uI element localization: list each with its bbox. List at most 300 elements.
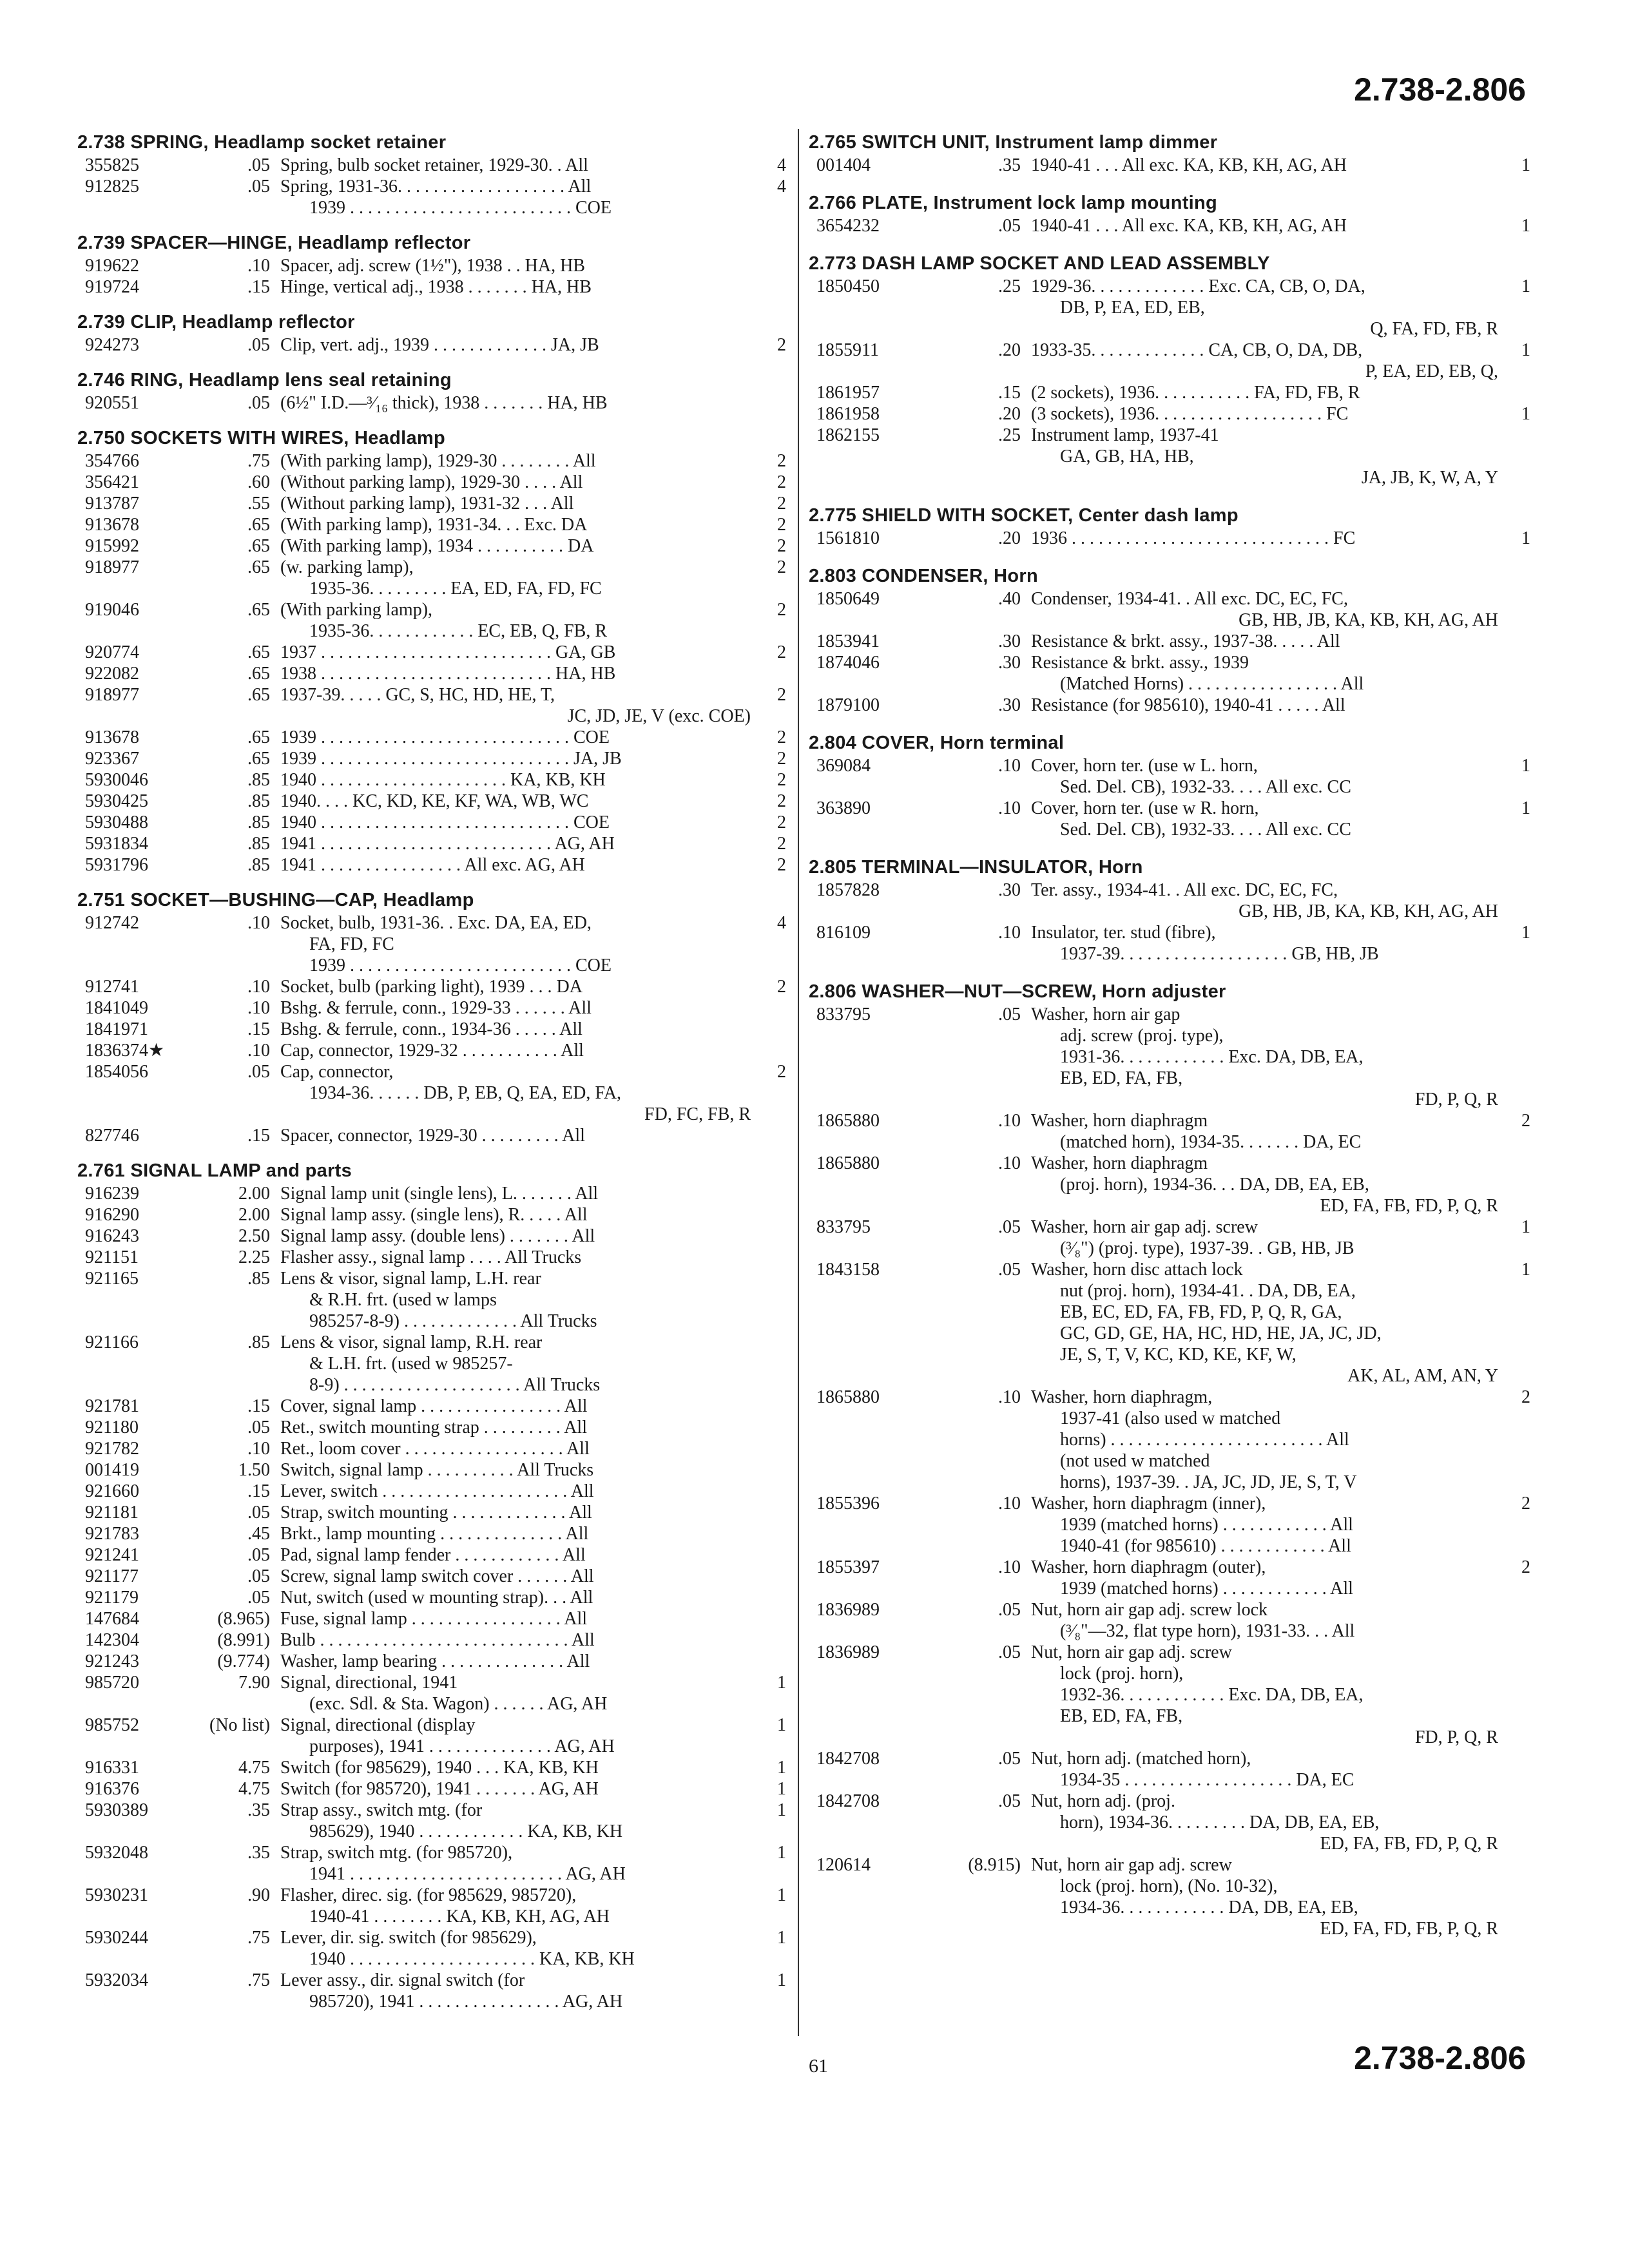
- list-price: .10: [247, 256, 270, 276]
- part-number: 912741: [85, 977, 139, 997]
- description-line: Lever assy., dir. signal switch (for: [280, 1970, 525, 1990]
- description-line: Ter. assy., 1934-41. . All exc. DC, EC, FC,: [1031, 880, 1338, 900]
- description-line: Signal, directional (display: [280, 1715, 476, 1735]
- description-line: 1939 (matched horns) . . . . . . . . . . . . All: [1060, 1515, 1353, 1535]
- part-description: [1031, 1791, 1498, 1854]
- part-description: [280, 1438, 751, 1459]
- parts-row: [77, 1544, 786, 1566]
- parts-row: [809, 1599, 1530, 1642]
- parts-row: [809, 1004, 1530, 1110]
- description-line: (With parking lamp), 1931-34. . . Exc. DA: [280, 515, 588, 535]
- parts-row: [809, 588, 1530, 631]
- part-number: 922082: [85, 664, 139, 684]
- description-line: (2 sockets), 1936. . . . . . . . . . . FA, FD, FB, R: [1031, 383, 1360, 403]
- quantity: 2: [777, 536, 786, 556]
- parts-row: [77, 727, 786, 748]
- parts-row: [77, 557, 786, 599]
- description-line: 1934-35 . . . . . . . . . . . . . . . . . . . DA, EC: [1060, 1770, 1354, 1790]
- description-line: Clip, vert. adj., 1939 . . . . . . . . . . . . . JA, JB: [280, 335, 599, 355]
- parts-row: [77, 334, 786, 356]
- description-line: Nut, switch (used w mounting strap). . . All: [280, 1588, 593, 1608]
- parts-row: [77, 1800, 786, 1842]
- part-description: [1031, 588, 1498, 631]
- part-number: 142304: [85, 1630, 139, 1650]
- part-number: 001404: [816, 155, 871, 175]
- description-line: 1940-41 . . . All exc. KA, KB, KH, AG, AH: [1031, 216, 1347, 236]
- part-description: [280, 1183, 751, 1204]
- description-line: Cover, horn ter. (use w R. horn,: [1031, 798, 1259, 818]
- quantity: 1: [1521, 155, 1530, 175]
- part-description: [280, 1715, 751, 1757]
- parts-row: [809, 215, 1530, 236]
- description-line: Socket, bulb (parking light), 1939 . . . DA: [280, 977, 583, 997]
- section-title: 2.806 WASHER—NUT—SCREW, Horn adjuster: [809, 981, 1226, 1002]
- list-price: .05: [998, 1749, 1021, 1769]
- quantity: 1: [1521, 756, 1530, 776]
- parts-row: [77, 535, 786, 557]
- quantity: 2: [777, 1062, 786, 1082]
- part-number: 913678: [85, 515, 139, 535]
- description-line: DB, P, EA, ED, EB,: [1060, 298, 1205, 318]
- part-description: [280, 1778, 751, 1800]
- part-number: 985752: [85, 1715, 139, 1735]
- description-line: 1937-39. . . . . . . . . . . . . . . . . . . GB, HB, JB: [1060, 944, 1379, 964]
- part-number: 916331: [85, 1758, 139, 1778]
- description-line: Screw, signal lamp switch cover . . . . . . All: [280, 1566, 594, 1586]
- list-price: .05: [247, 177, 270, 197]
- part-description: [280, 791, 751, 812]
- description-line: Condenser, 1934-41. . All exc. DC, EC, FC,: [1031, 589, 1348, 609]
- part-number: 1842708: [816, 1791, 880, 1811]
- list-price: .75: [247, 1928, 270, 1948]
- list-price: (8.991): [217, 1630, 270, 1650]
- description-line: Washer, lamp bearing . . . . . . . . . . . . . . All: [280, 1651, 590, 1671]
- parts-row: [77, 1651, 786, 1672]
- description-line: 1939 . . . . . . . . . . . . . . . . . . . . . . . . . COE: [309, 198, 612, 218]
- quantity: 2: [777, 600, 786, 620]
- parts-row: [809, 922, 1530, 965]
- description-line: JC, JD, JE, V (exc. COE): [567, 706, 751, 726]
- part-number: 5932048: [85, 1843, 148, 1863]
- list-price: 4.75: [238, 1779, 270, 1799]
- list-price: .10: [998, 1387, 1021, 1407]
- parts-row: [77, 1417, 786, 1438]
- description-line: Lens & visor, signal lamp, L.H. rear: [280, 1269, 541, 1289]
- part-description: [280, 1842, 751, 1885]
- part-description: [280, 1523, 751, 1544]
- list-price: .05: [247, 155, 270, 175]
- description-line: Lens & visor, signal lamp, R.H. rear: [280, 1332, 543, 1352]
- description-line: Cap, connector, 1929-32 . . . . . . . . . . . All: [280, 1041, 584, 1061]
- list-price: .55: [247, 494, 270, 514]
- quantity: 1: [1521, 1217, 1530, 1237]
- part-description: [280, 1608, 751, 1629]
- quantity: 2: [777, 791, 786, 811]
- description-line: Lever, dir. sig. switch (for 985629),: [280, 1928, 537, 1948]
- description-line: 1934-36. . . . . . . . . . . . DA, DB, EA, EB,: [1060, 1898, 1358, 1917]
- part-description: [280, 1396, 751, 1417]
- part-description: [280, 1927, 751, 1970]
- description-line: Washer, horn disc attach lock: [1031, 1260, 1243, 1280]
- description-line: Socket, bulb, 1931-36. . Exc. DA, EA, ED,: [280, 913, 592, 933]
- parts-row: [809, 1153, 1530, 1216]
- parts-row: [77, 1438, 786, 1459]
- part-number: 1561810: [816, 528, 880, 548]
- part-description: [280, 1629, 751, 1651]
- quantity: 2: [777, 494, 786, 514]
- description-line: Flasher, direc. sig. (for 985629, 985720),: [280, 1885, 577, 1905]
- description-line: Cover, horn ter. (use w L. horn,: [1031, 756, 1258, 776]
- section-title: 2.738 SPRING, Headlamp socket retainer: [77, 132, 447, 153]
- part-number: 001419: [85, 1460, 139, 1480]
- description-line: (³⁄₈"—32, flat type horn), 1931-33. . . All: [1060, 1621, 1355, 1641]
- list-price: .25: [998, 276, 1021, 296]
- description-line: Washer, horn diaphragm (outer),: [1031, 1557, 1266, 1577]
- part-number: 920551: [85, 393, 139, 413]
- part-number: 916243: [85, 1226, 139, 1246]
- part-description: [280, 727, 751, 748]
- part-description: [280, 997, 751, 1019]
- list-price: .65: [247, 557, 270, 577]
- description-line: 1932-36. . . . . . . . . . . . Exc. DA, DB, EA,: [1060, 1685, 1364, 1705]
- part-description: [280, 472, 751, 493]
- quantity: 1: [1521, 340, 1530, 360]
- list-price: .65: [247, 536, 270, 556]
- part-number: 919724: [85, 277, 139, 297]
- page-number: 61: [809, 2055, 828, 2077]
- list-price: .15: [247, 1396, 270, 1416]
- list-price: .90: [247, 1885, 270, 1905]
- part-number: 916239: [85, 1184, 139, 1204]
- list-price: .75: [247, 451, 270, 471]
- list-price: .45: [247, 1524, 270, 1544]
- description-line: & R.H. frt. (used w lamps: [309, 1290, 497, 1310]
- part-number: 1854056: [85, 1062, 148, 1082]
- list-price: (9.774): [217, 1651, 270, 1671]
- part-description: [280, 1970, 751, 2012]
- list-price: .20: [998, 404, 1021, 424]
- part-number: 921165: [85, 1269, 139, 1289]
- part-description: [280, 557, 751, 599]
- description-line: Ret., loom cover . . . . . . . . . . . . . . . . . . All: [280, 1439, 590, 1459]
- part-description: [280, 1332, 751, 1396]
- parts-row: [809, 1216, 1530, 1259]
- list-price: (No list): [209, 1715, 271, 1735]
- section-title: 2.804 COVER, Horn terminal: [809, 733, 1065, 753]
- description-line: 1935-36. . . . . . . . . . . . EC, EB, Q, FB, R: [309, 621, 608, 641]
- list-price: .05: [247, 1503, 270, 1523]
- section-title: 2.739 CLIP, Headlamp reflector: [77, 312, 355, 332]
- list-price: .10: [998, 756, 1021, 776]
- list-price: 1.50: [238, 1460, 270, 1480]
- part-number: 921151: [85, 1247, 139, 1267]
- list-price: .25: [998, 425, 1021, 445]
- part-number: 833795: [816, 1004, 871, 1024]
- parts-row: [77, 1481, 786, 1502]
- parts-row: [77, 833, 786, 854]
- description-line: (exc. Sdl. & Sta. Wagon) . . . . . . AG, AH: [309, 1694, 608, 1714]
- description-line: ED, FA, FB, FD, P, Q, R: [1320, 1196, 1498, 1216]
- description-line: 1934-36. . . . . . DB, P, EB, Q, EA, ED, FA,: [309, 1083, 622, 1103]
- parts-row: [77, 1502, 786, 1523]
- part-number: 921180: [85, 1418, 139, 1437]
- description-line: Brkt., lamp mounting . . . . . . . . . . . . . . All: [280, 1524, 589, 1544]
- description-line: Strap assy., switch mtg. (for: [280, 1800, 483, 1820]
- list-price: .85: [247, 812, 270, 832]
- part-description: [280, 1204, 751, 1225]
- list-price: .05: [247, 1566, 270, 1586]
- parts-row: [809, 340, 1530, 382]
- part-description: [1031, 1387, 1498, 1493]
- quantity: 2: [1521, 1387, 1530, 1407]
- description-line: (With parking lamp),: [280, 600, 433, 620]
- part-description: [280, 1019, 751, 1040]
- list-price: .05: [998, 1791, 1021, 1811]
- quantity: 1: [777, 1928, 786, 1948]
- description-line: (Matched Horns) . . . . . . . . . . . . . . . . . All: [1060, 674, 1364, 694]
- parts-row: [77, 450, 786, 472]
- left-column: [77, 132, 786, 2012]
- part-number: 915992: [85, 536, 139, 556]
- part-description: [1031, 1004, 1498, 1110]
- part-description: [1031, 1599, 1498, 1642]
- list-price: .10: [998, 923, 1021, 943]
- parts-row: [77, 642, 786, 663]
- parts-row: [77, 493, 786, 514]
- list-price: .65: [247, 642, 270, 662]
- description-line: & L.H. frt. (used w 985257-: [309, 1354, 513, 1374]
- description-line: 1937 . . . . . . . . . . . . . . . . . . . . . . . . . . GA, GB: [280, 642, 616, 662]
- description-line: Signal, directional, 1941: [280, 1673, 458, 1693]
- part-number: 1874046: [816, 653, 880, 673]
- part-number: 5930046: [85, 770, 148, 790]
- parts-row: [77, 684, 786, 727]
- description-line: Resistance (for 985610), 1940-41 . . . . . All: [1031, 695, 1345, 715]
- part-description: [280, 1417, 751, 1438]
- description-line: 1935-36. . . . . . . . . EA, ED, FA, FD, FC: [309, 579, 602, 599]
- quantity: 4: [777, 913, 786, 933]
- part-description: [280, 1566, 751, 1587]
- part-number: 920774: [85, 642, 139, 662]
- description-line: FD, FC, FB, R: [644, 1104, 751, 1124]
- part-description: [280, 642, 751, 663]
- description-line: Flasher assy., signal lamp . . . . All Trucks: [280, 1247, 582, 1267]
- part-number: 921241: [85, 1545, 139, 1565]
- part-number: 369084: [816, 756, 871, 776]
- quantity: 1: [777, 1758, 786, 1778]
- part-number: 1842708: [816, 1749, 880, 1769]
- parts-row: [77, 1629, 786, 1651]
- part-description: [280, 1247, 751, 1268]
- parts-row: [77, 1019, 786, 1040]
- quantity: 1: [777, 1800, 786, 1820]
- part-number: 921782: [85, 1439, 139, 1459]
- description-line: 1937-41 (also used w matched: [1060, 1408, 1281, 1428]
- list-price: .40: [998, 589, 1021, 609]
- parts-row: [809, 755, 1530, 798]
- page-range-footer: 2.738-2.806: [1354, 2040, 1526, 2076]
- list-price: .05: [998, 1260, 1021, 1280]
- list-price: 2.00: [238, 1184, 270, 1204]
- parts-row: [77, 1672, 786, 1715]
- parts-row: [809, 1748, 1530, 1791]
- list-price: .85: [247, 855, 270, 875]
- part-number: 921166: [85, 1332, 139, 1352]
- part-number: 5930231: [85, 1885, 148, 1905]
- part-description: [1031, 215, 1498, 236]
- quantity: 2: [777, 451, 786, 471]
- description-line: 1940-41 . . . . . . . . KA, KB, KH, AG, AH: [309, 1907, 610, 1927]
- parts-row: [77, 791, 786, 812]
- right-column: [809, 132, 1530, 1939]
- part-number: 1865880: [816, 1387, 880, 1407]
- part-number: 1865880: [816, 1111, 880, 1131]
- parts-row: [77, 255, 786, 276]
- part-number: 833795: [816, 1217, 871, 1237]
- list-price: .10: [247, 1041, 270, 1061]
- part-number: 921781: [85, 1396, 139, 1416]
- description-line: Switch (for 985629), 1940 . . . KA, KB, KH: [280, 1758, 599, 1778]
- part-description: [280, 276, 751, 298]
- parts-row: [77, 1970, 786, 2012]
- part-number: 1861957: [816, 383, 880, 403]
- list-price: .05: [247, 1062, 270, 1082]
- page-range-header: 2.738-2.806: [1354, 72, 1526, 108]
- description-line: 1929-36. . . . . . . . . . . . . Exc. CA, CB, O, DA,: [1031, 276, 1365, 296]
- part-description: [280, 663, 751, 684]
- description-line: Hinge, vertical adj., 1938 . . . . . . . HA, HB: [280, 277, 592, 297]
- parts-row: [77, 812, 786, 833]
- section-title: 2.803 CONDENSER, Horn: [809, 566, 1038, 586]
- description-line: (³⁄₈") (proj. type), 1937-39. . GB, HB, JB: [1060, 1238, 1354, 1258]
- list-price: .20: [998, 528, 1021, 548]
- list-price: .05: [247, 335, 270, 355]
- parts-row: [77, 514, 786, 535]
- description-line: 1940 . . . . . . . . . . . . . . . . . . . . . KA, KB, KH: [309, 1949, 635, 1969]
- part-number: 120614: [816, 1855, 871, 1875]
- parts-row: [77, 1566, 786, 1587]
- column-divider: [798, 129, 799, 2036]
- description-line: 1940 . . . . . . . . . . . . . . . . . . . . . . . . . . . . COE: [280, 812, 610, 832]
- part-description: [280, 854, 751, 876]
- list-price: .85: [247, 1269, 270, 1289]
- description-line: Spring, bulb socket retainer, 1929-30. . All: [280, 155, 588, 175]
- quantity: 1: [777, 1673, 786, 1693]
- description-line: adj. screw (proj. type),: [1060, 1026, 1224, 1046]
- part-description: [1031, 1748, 1498, 1791]
- description-line: horn), 1934-36. . . . . . . . . DA, DB, EA, EB,: [1060, 1812, 1380, 1832]
- part-number: 913787: [85, 494, 139, 514]
- part-description: [280, 1481, 751, 1502]
- part-description: [1031, 1642, 1498, 1748]
- description-line: JA, JB, K, W, A, Y: [1361, 468, 1498, 488]
- parts-row: [809, 1642, 1530, 1748]
- parts-row: [809, 1493, 1530, 1557]
- section-title: 2.805 TERMINAL—INSULATOR, Horn: [809, 857, 1143, 878]
- description-line: Switch, signal lamp . . . . . . . . . . All Trucks: [280, 1460, 594, 1480]
- description-line: 1931-36. . . . . . . . . . . . Exc. DA, DB, EA,: [1060, 1047, 1364, 1067]
- description-line: Switch (for 985720), 1941 . . . . . . . AG, AH: [280, 1779, 599, 1799]
- part-number: 1862155: [816, 425, 880, 445]
- description-line: Nut, horn air gap adj. screw lock: [1031, 1600, 1268, 1620]
- parts-row: [77, 1459, 786, 1481]
- parts-row: [77, 912, 786, 976]
- description-line: 8-9) . . . . . . . . . . . . . . . . . . . . All Trucks: [309, 1375, 601, 1395]
- description-line: 1936 . . . . . . . . . . . . . . . . . . . . . . . . . . . . . FC: [1031, 528, 1356, 548]
- description-line: 1940-41 . . . All exc. KA, KB, KH, AG, AH: [1031, 155, 1347, 175]
- description-line: ED, FA, FD, FB, P, Q, R: [1320, 1919, 1498, 1939]
- part-description: [1031, 528, 1498, 549]
- list-price: .05: [247, 1545, 270, 1565]
- list-price: (8.915): [968, 1855, 1021, 1875]
- description-line: (not used w matched: [1060, 1451, 1210, 1471]
- parts-row: [77, 472, 786, 493]
- part-description: [280, 1459, 751, 1481]
- part-description: [280, 334, 751, 356]
- list-price: .35: [247, 1843, 270, 1863]
- description-line: EB, ED, FA, FB,: [1060, 1706, 1183, 1726]
- description-line: Ret., switch mounting strap . . . . . . . . . All: [280, 1418, 587, 1437]
- description-line: GB, HB, JB, KA, KB, KH, AG, AH: [1239, 610, 1498, 630]
- description-line: Resistance & brkt. assy., 1937-38. . . . . All: [1031, 631, 1340, 651]
- list-price: .05: [998, 1642, 1021, 1662]
- parts-row: [77, 976, 786, 997]
- description-line: GC, GD, GE, HA, HC, HD, HE, JA, JC, JD,: [1060, 1323, 1382, 1343]
- parts-row: [77, 1715, 786, 1757]
- list-price: .35: [247, 1800, 270, 1820]
- list-price: .05: [247, 393, 270, 413]
- part-description: [280, 1757, 751, 1778]
- quantity: 2: [777, 472, 786, 492]
- description-line: 1941 . . . . . . . . . . . . . . . . . . . . . . . . AG, AH: [309, 1864, 626, 1884]
- part-description: [280, 493, 751, 514]
- parts-row: [77, 1225, 786, 1247]
- section-title: 2.761 SIGNAL LAMP and parts: [77, 1160, 352, 1181]
- list-price: .10: [998, 1111, 1021, 1131]
- part-number: 3654232: [816, 216, 880, 236]
- part-number: 1865880: [816, 1153, 880, 1173]
- list-price: .15: [247, 1481, 270, 1501]
- part-description: [280, 514, 751, 535]
- parts-row: [809, 1387, 1530, 1493]
- quantity: 2: [777, 749, 786, 769]
- description-line: 1939 . . . . . . . . . . . . . . . . . . . . . . . . . . . . JA, JB: [280, 749, 622, 769]
- parts-row: [77, 748, 786, 769]
- list-price: .85: [247, 770, 270, 790]
- part-description: [280, 1125, 751, 1146]
- quantity: 1: [1521, 276, 1530, 296]
- quantity: 1: [777, 1843, 786, 1863]
- description-line: horns) . . . . . . . . . . . . . . . . . . . . . . . . All: [1060, 1430, 1349, 1450]
- part-number: 354766: [85, 451, 139, 471]
- description-line: 985257-8-9) . . . . . . . . . . . . . All Trucks: [309, 1311, 597, 1331]
- part-description: [280, 1225, 751, 1247]
- description-line: Resistance & brkt. assy., 1939: [1031, 653, 1249, 673]
- description-line: P, EA, ED, EB, Q,: [1365, 361, 1498, 381]
- part-description: [1031, 1854, 1498, 1939]
- part-description: [280, 1587, 751, 1608]
- quantity: 2: [777, 834, 786, 854]
- parts-row: [77, 997, 786, 1019]
- list-price: .15: [247, 1126, 270, 1146]
- list-price: .85: [247, 791, 270, 811]
- part-description: [1031, 382, 1498, 403]
- description-line: Cap, connector,: [280, 1062, 394, 1082]
- part-number: 1861958: [816, 404, 880, 424]
- list-price: .05: [998, 1004, 1021, 1024]
- parts-row: [809, 879, 1530, 922]
- part-number: 5930244: [85, 1928, 148, 1948]
